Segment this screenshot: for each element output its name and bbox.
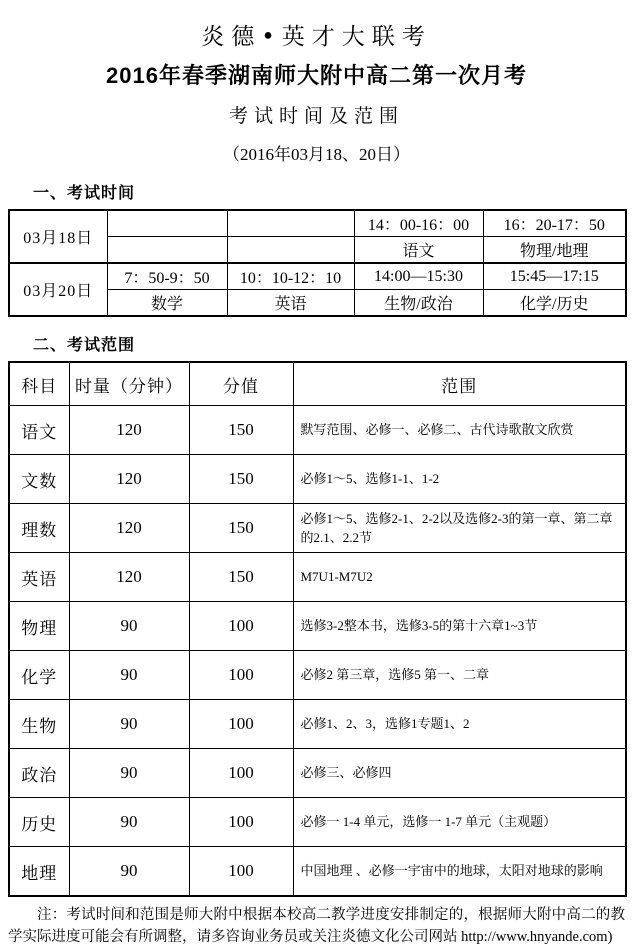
minutes-cell: 120 xyxy=(69,455,189,504)
time-cell: 14:00—15:30 xyxy=(354,263,483,290)
subject-cell: 政治 xyxy=(9,749,69,798)
minutes-cell: 90 xyxy=(69,798,189,847)
scope-row-wuli xyxy=(9,602,626,651)
subject-cell: 理数 xyxy=(9,504,69,553)
range-cell: 必修2 第三章，选修5 第一、二章 xyxy=(293,651,626,700)
range-cell: 中国地理 、必修一宇宙中的地球，太阳对地球的影响 xyxy=(293,847,626,897)
section-heading-exam-time: 一、考试时间 xyxy=(33,185,136,202)
range-cell: 默写范围、必修一、必修二、古代诗歌散文欣赏 xyxy=(293,406,626,455)
exam-scope-table xyxy=(8,361,627,897)
subject-cell: 生物 xyxy=(9,700,69,749)
footnote xyxy=(8,904,625,949)
scope-row-dili xyxy=(9,847,626,897)
scope-row-shengwu xyxy=(9,700,626,749)
column-header-score: 分值 xyxy=(189,362,293,406)
scope-header-row xyxy=(9,362,626,406)
section-heading-exam-scope: 二、考试范围 xyxy=(33,337,136,354)
minutes-cell: 120 xyxy=(69,504,189,553)
minutes-cell: 90 xyxy=(69,749,189,798)
doc-subtitle: 考试时间及范围 xyxy=(228,105,404,127)
score-cell: 100 xyxy=(189,749,293,798)
range-cell: 必修1、2、3，选修1专题1、2 xyxy=(293,700,626,749)
subject-cell: 英语 xyxy=(227,290,354,317)
exam-title: 2016年春季湖南师大附中高二第一次月考 xyxy=(106,63,527,88)
score-cell: 100 xyxy=(189,651,293,700)
subject-cell: 语文 xyxy=(354,237,483,264)
subject-cell: 化学 xyxy=(9,651,69,700)
minutes-cell: 120 xyxy=(69,406,189,455)
date-cell: 03月18日 xyxy=(9,210,107,263)
time-cell: 7：50-9：50 xyxy=(107,263,227,290)
minutes-cell: 90 xyxy=(69,847,189,897)
range-cell: M7U1-M7U2 xyxy=(293,553,626,602)
scope-row-lishu xyxy=(9,504,626,553)
time-cell: 15:45—17:15 xyxy=(483,263,626,290)
subject-cell: 物理 xyxy=(9,602,69,651)
range-cell: 必修一 1-4 单元，选修一 1-7 单元（主观题） xyxy=(293,798,626,847)
scope-row-yuwen xyxy=(9,406,626,455)
exam-time-table xyxy=(8,209,627,317)
scope-row-zhengzhi xyxy=(9,749,626,798)
subject-cell: 地理 xyxy=(9,847,69,897)
subject-cell: 物理/地理 xyxy=(483,237,626,264)
time-cell: 10：10-12：10 xyxy=(227,263,354,290)
website-url: http://www.hnyande.com) xyxy=(461,929,613,946)
scope-row-huaxue xyxy=(9,651,626,700)
minutes-cell: 120 xyxy=(69,553,189,602)
time-row-mar18-times xyxy=(9,210,626,237)
range-cell: 必修1～5、选修1-1、1-2 xyxy=(293,455,626,504)
footnote-text: 注：考试时间和范围是师大附中根据本校高二教学进度安排制定的，根据师大附中高二的教学实际进度可能会有所调整，请多咨询业务员或关注炎德文化公司网站 xyxy=(8,907,625,946)
time-cell: 14：00-16：00 xyxy=(354,210,483,237)
score-cell: 150 xyxy=(189,406,293,455)
score-cell: 150 xyxy=(189,455,293,504)
subject-cell: 历史 xyxy=(9,798,69,847)
time-cell xyxy=(107,210,227,237)
column-header-minutes: 时量（分钟） xyxy=(69,362,189,406)
score-cell: 100 xyxy=(189,798,293,847)
range-cell: 必修1～5、选修2-1、2-2以及选修2-3的第一章、第二章的2.1、2.2节 xyxy=(293,504,626,553)
time-cell: 16：20-17：50 xyxy=(483,210,626,237)
brand-title: 炎德•英才大联考 xyxy=(201,24,432,50)
subject-cell: 语文 xyxy=(9,406,69,455)
minutes-cell: 90 xyxy=(69,602,189,651)
scope-row-lishi xyxy=(9,798,626,847)
subject-cell: 数学 xyxy=(107,290,227,317)
score-cell: 100 xyxy=(189,602,293,651)
subject-cell: 文数 xyxy=(9,455,69,504)
date-cell: 03月20日 xyxy=(9,263,107,316)
minutes-cell: 90 xyxy=(69,700,189,749)
column-header-range: 范围 xyxy=(293,362,626,406)
score-cell: 100 xyxy=(189,847,293,897)
range-cell: 选修3-2整本书，选修3-5的第十六章1~3节 xyxy=(293,602,626,651)
scope-row-wenshu xyxy=(9,455,626,504)
subject-cell xyxy=(227,237,354,264)
exam-date-line: （2016年03月18、20日） xyxy=(223,145,410,164)
score-cell: 100 xyxy=(189,700,293,749)
score-cell: 150 xyxy=(189,553,293,602)
subject-cell: 化学/历史 xyxy=(483,290,626,317)
minutes-cell: 90 xyxy=(69,651,189,700)
subject-cell: 生物/政治 xyxy=(354,290,483,317)
subject-cell: 英语 xyxy=(9,553,69,602)
subject-cell xyxy=(107,237,227,264)
time-cell xyxy=(227,210,354,237)
scope-row-yingyu xyxy=(9,553,626,602)
column-header-subject: 科目 xyxy=(9,362,69,406)
range-cell: 必修三、必修四 xyxy=(293,749,626,798)
score-cell: 150 xyxy=(189,504,293,553)
time-row-mar20-times xyxy=(9,263,626,290)
